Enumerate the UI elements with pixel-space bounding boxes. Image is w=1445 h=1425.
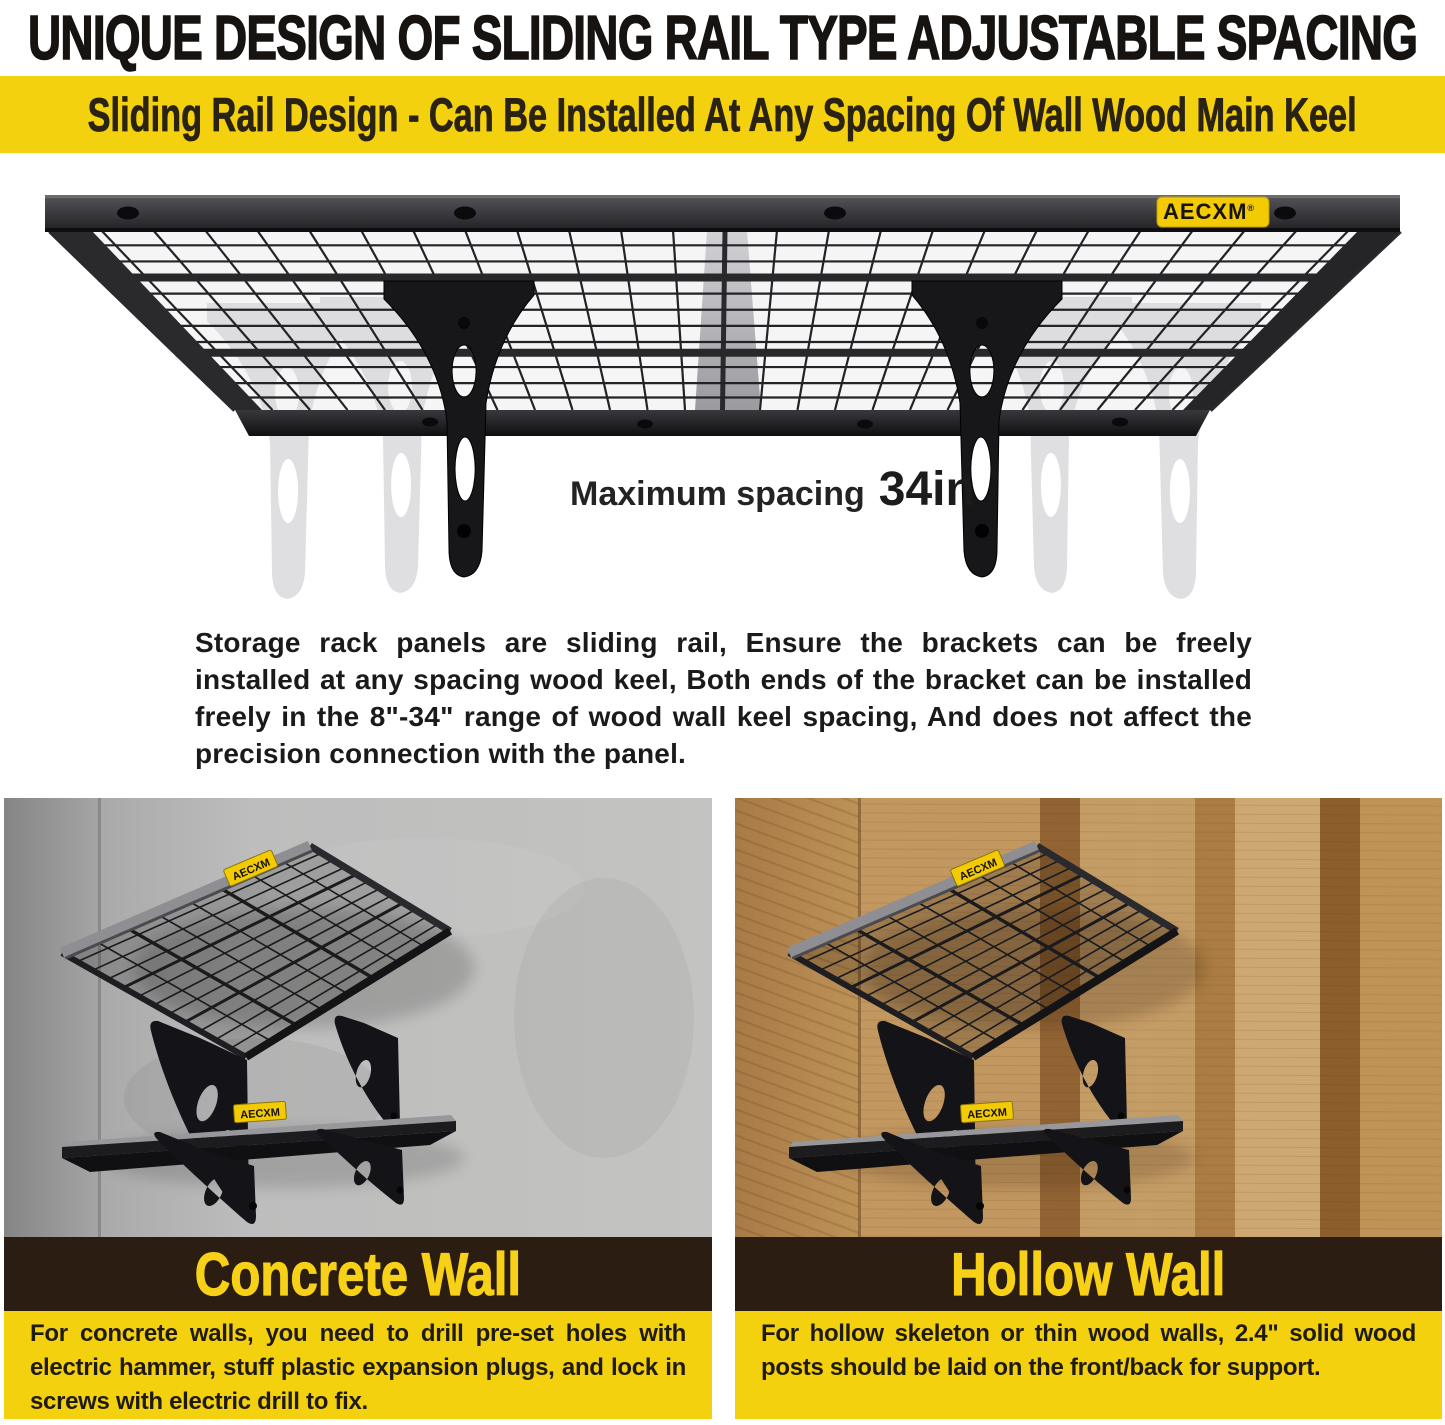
banner-text: Sliding Rail Design - Can Be Installed At Any Spacing Of Wall Wood Main Keel: [88, 88, 1357, 141]
hero-section: [0, 153, 1445, 608]
brand-name: AECXM: [1162, 199, 1248, 224]
page-title-text: UNIQUE DESIGN OF SLIDING RAIL TYPE ADJUSTABLE SPACING: [27, 3, 1418, 73]
panel-concrete-wall: [4, 798, 712, 1419]
concrete-wall-titlebar: [4, 1237, 712, 1311]
hollow-wall-titlebar: [735, 1237, 1442, 1311]
concrete-wall-textbox: [4, 1311, 712, 1419]
max-spacing-annotation: [570, 463, 975, 516]
mount-hole: [117, 207, 139, 220]
mount-hole: [1274, 207, 1296, 220]
product-render: [0, 153, 1445, 608]
brand-plate: [1157, 197, 1269, 227]
hero-description: [0, 608, 1445, 798]
svg-text:AECXM®: [1163, 199, 1255, 224]
concrete-wall-photo: [4, 798, 712, 1237]
panel-hollow-wall: [735, 798, 1442, 1419]
hollow-wall-photo: [735, 798, 1442, 1237]
page-title: [0, 0, 1445, 76]
wall-rail: [45, 195, 1400, 232]
concrete-wall-title: Concrete Wall: [194, 1240, 522, 1308]
hollow-wall-textbox: [735, 1311, 1442, 1419]
front-rail: [235, 410, 1210, 436]
concrete-wall-description: For concrete walls, you need to drill pre-set holes with electric hammer, stuff plastic expansion plugs, and lock in screws with electric drill to fix.: [30, 1320, 686, 1415]
mount-hole: [824, 207, 846, 220]
hollow-wall-description: For hollow skeleton or thin wood walls, 2.4" solid wood posts should be laid on the front/back for support.: [761, 1320, 1416, 1381]
mount-hole: [454, 207, 476, 220]
hollow-wall-title: Hollow Wall: [951, 1240, 1226, 1308]
banner: [0, 76, 1445, 153]
wall-type-panels: [0, 798, 1445, 1419]
max-spacing-value: 34in: [878, 463, 975, 516]
hero-description-text: Storage rack panels are sliding rail, Ensure the brackets can be freely installed at any spacing wood keel, Both ends of the bracket can be installed freely in the 8"-34" range of wood wall keel spacing, And does not affect the precision connection with the panel.: [195, 627, 1252, 769]
brand-mark: ®: [1247, 203, 1256, 213]
max-spacing-label: Maximum spacing: [570, 475, 865, 513]
